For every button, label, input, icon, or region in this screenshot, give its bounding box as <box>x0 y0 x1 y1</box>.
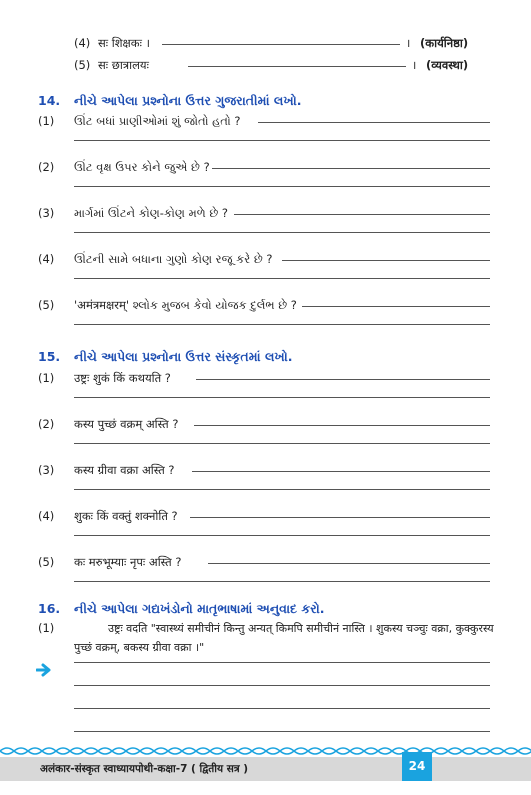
answer-line[interactable] <box>74 685 490 686</box>
answer-line[interactable] <box>74 232 490 233</box>
question-number: (3) <box>38 206 55 220</box>
section-title: નીચે આપેલા પ્રશ્નોના ઉત્તર સંસ્કૃતમાં લખો. <box>74 349 293 364</box>
question-text: ઊંટ બધાં પ્રાણીઓમાં શું જોતો હતો ? <box>74 114 241 128</box>
question-text: शुकः किं वक्तुं शक्नोति ? <box>74 509 178 523</box>
fill-item-number: (4) <box>74 36 91 50</box>
wave-border <box>0 745 531 757</box>
answer-line[interactable] <box>188 66 406 67</box>
answer-line[interactable] <box>74 581 490 582</box>
answer-line[interactable] <box>74 324 490 325</box>
footer-title: अलंकार-संस्कृत स्वाध्यायपोथी-कक्षा-7 ( द्वितीय सत्र ) <box>40 763 249 775</box>
answer-line[interactable] <box>192 471 490 472</box>
fill-item-answer-hint: (व्यवस्था) <box>426 58 469 72</box>
question-text: उष्ट्रः शुकं किं कथयति ? <box>74 371 171 385</box>
answer-line[interactable] <box>74 662 490 663</box>
page-number: 24 <box>402 752 432 781</box>
question-number: (2) <box>38 417 55 431</box>
question-number: (4) <box>38 509 55 523</box>
passage-line: वक्रा, कुक्कुरस्य पुच्छं वक्रम्, बकस्य ग्रीवा वक्रा ।" <box>74 622 494 654</box>
question-number: (3) <box>38 463 55 477</box>
answer-line[interactable] <box>162 44 400 45</box>
section-title: નીચે આપેલા પ્રશ્નોના ઉત્તર ગુજરાતીમાં લખો. <box>74 93 302 108</box>
arrow-right-icon <box>36 663 54 677</box>
fill-item-text: सः शिक्षकः । <box>98 36 150 50</box>
question-text: कस्य पुच्छं वक्रम् अस्ति ? <box>74 417 179 431</box>
answer-line[interactable] <box>208 563 490 564</box>
fill-item-close: । <box>412 58 417 72</box>
answer-line[interactable] <box>74 397 490 398</box>
question-text: માર્ગમાં ઊંટને કોણ-કોણ મળે છે ? <box>74 206 228 220</box>
question-text: ઊંટ વૃક્ષ ઉપર કોને જુએ છે ? <box>74 160 210 174</box>
question-number: (5) <box>38 298 55 312</box>
answer-line[interactable] <box>74 489 490 490</box>
question-number: (4) <box>38 252 55 266</box>
answer-line[interactable] <box>190 517 490 518</box>
question-number: (1) <box>38 621 55 635</box>
section-number: 15. <box>38 349 61 364</box>
fill-item-number: (5) <box>74 58 91 72</box>
section-number: 14. <box>38 93 61 108</box>
question-number: (2) <box>38 160 55 174</box>
fill-item-answer-hint: (कार्यनिष्ठा) <box>420 36 469 50</box>
question-number: (5) <box>38 555 55 569</box>
passage <box>74 619 494 657</box>
section-title: નીચે આપેલા ગદ્યખંડોનો માતૃભાષામાં અનુવાદ કરો. <box>74 601 325 616</box>
passage-line: उष्ट्रः वदति "स्वास्थ्यं समीचीनं किन्तु अन्यत् किमपि समीचीनं नास्ति । शुकस्य चञ्चुः <box>108 622 428 635</box>
answer-line[interactable] <box>234 214 490 215</box>
answer-line[interactable] <box>302 306 490 307</box>
answer-line[interactable] <box>74 535 490 536</box>
answer-line[interactable] <box>194 425 490 426</box>
section-number: 16. <box>38 601 61 616</box>
answer-line[interactable] <box>74 708 490 709</box>
question-number: (1) <box>38 114 55 128</box>
question-text: 'अमंत्रमक्षरम्' શ્લોક મુજબ કેવો યોજક દુર્લભ છે ? <box>74 298 297 312</box>
question-text: ઊંટની સામે બધાના ગુણો કોણ રજૂ કરે છે ? <box>74 252 273 266</box>
fill-item-close: । <box>406 36 411 50</box>
answer-line[interactable] <box>74 278 490 279</box>
question-text: कस्य ग्रीवा वक्रा अस्ति ? <box>74 463 175 477</box>
question-text: कः मरुभूम्याः नृपः अस्ति ? <box>74 555 182 569</box>
answer-line[interactable] <box>74 443 490 444</box>
answer-line[interactable] <box>74 731 490 732</box>
answer-line[interactable] <box>74 140 490 141</box>
fill-item-text: सः छात्रालयः <box>98 58 149 72</box>
answer-line[interactable] <box>282 260 490 261</box>
question-number: (1) <box>38 371 55 385</box>
answer-line[interactable] <box>74 186 490 187</box>
answer-line[interactable] <box>212 168 490 169</box>
answer-line[interactable] <box>196 379 490 380</box>
answer-line[interactable] <box>258 122 490 123</box>
